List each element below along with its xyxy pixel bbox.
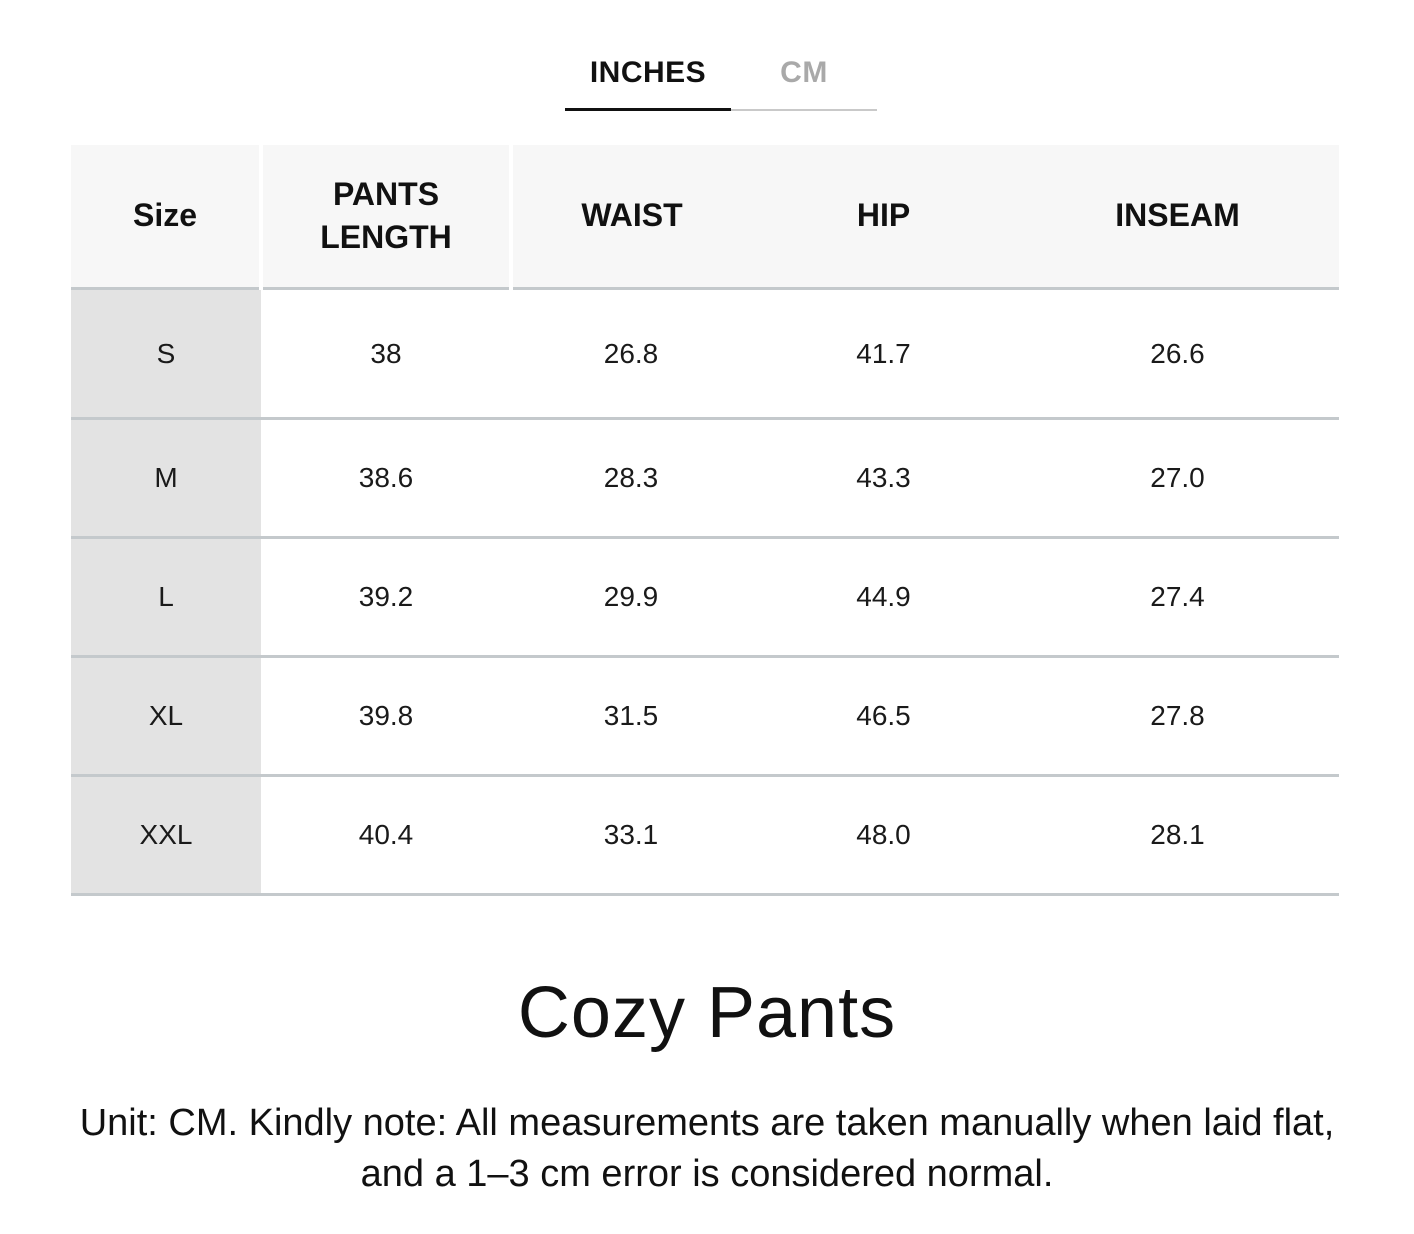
inseam-cell: 27.0: [1016, 419, 1339, 538]
pants-length-cell: 38: [261, 289, 511, 419]
size-cell: XL: [71, 657, 261, 776]
table-header-row: [71, 145, 1339, 289]
waist-cell: 29.9: [511, 538, 751, 657]
inseam-cell: 27.8: [1016, 657, 1339, 776]
size-cell: L: [71, 538, 261, 657]
header-pants-length: [261, 145, 511, 289]
pants-length-cell: 39.2: [261, 538, 511, 657]
hip-cell: 46.5: [751, 657, 1016, 776]
inseam-cell: 26.6: [1016, 289, 1339, 419]
product-title: Cozy Pants: [517, 973, 897, 1053]
table-row: [71, 776, 1339, 895]
pants-length-cell: 39.8: [261, 657, 511, 776]
hip-cell: 41.7: [751, 289, 1016, 419]
size-cell: XXL: [71, 776, 261, 895]
header-hip: HIP: [751, 145, 1016, 289]
table-row: [71, 289, 1339, 419]
header-size: Size: [71, 145, 261, 289]
size-chart-table: [71, 145, 1339, 896]
size-cell: M: [71, 419, 261, 538]
hip-cell: 43.3: [751, 419, 1016, 538]
size-cell: S: [71, 289, 261, 419]
pants-length-cell: 40.4: [261, 776, 511, 895]
inseam-cell: 28.1: [1016, 776, 1339, 895]
inseam-cell: 27.4: [1016, 538, 1339, 657]
waist-cell: 31.5: [511, 657, 751, 776]
waist-cell: 28.3: [511, 419, 751, 538]
header-pants-length-line2: LENGTH: [320, 219, 452, 255]
hip-cell: 44.9: [751, 538, 1016, 657]
header-pants-length-line1: PANTS: [332, 175, 440, 212]
table-row: [71, 657, 1339, 776]
header-inseam: INSEAM: [1016, 145, 1339, 289]
table-row: [71, 538, 1339, 657]
waist-cell: 33.1: [511, 776, 751, 895]
header-waist: WAIST: [511, 145, 751, 289]
table-row: [71, 419, 1339, 538]
tab-inches[interactable]: INCHES: [565, 40, 731, 111]
measurement-note: Unit: CM. Kindly note: All measurements are taken manually when laid flat, and a 1–3 cm error is considered normal.: [79, 1102, 1335, 1195]
pants-length-cell: 38.6: [261, 419, 511, 538]
waist-cell: 26.8: [511, 289, 751, 419]
unit-tabs: [565, 40, 877, 111]
tab-cm[interactable]: CM: [780, 56, 828, 89]
hip-cell: 48.0: [751, 776, 1016, 895]
